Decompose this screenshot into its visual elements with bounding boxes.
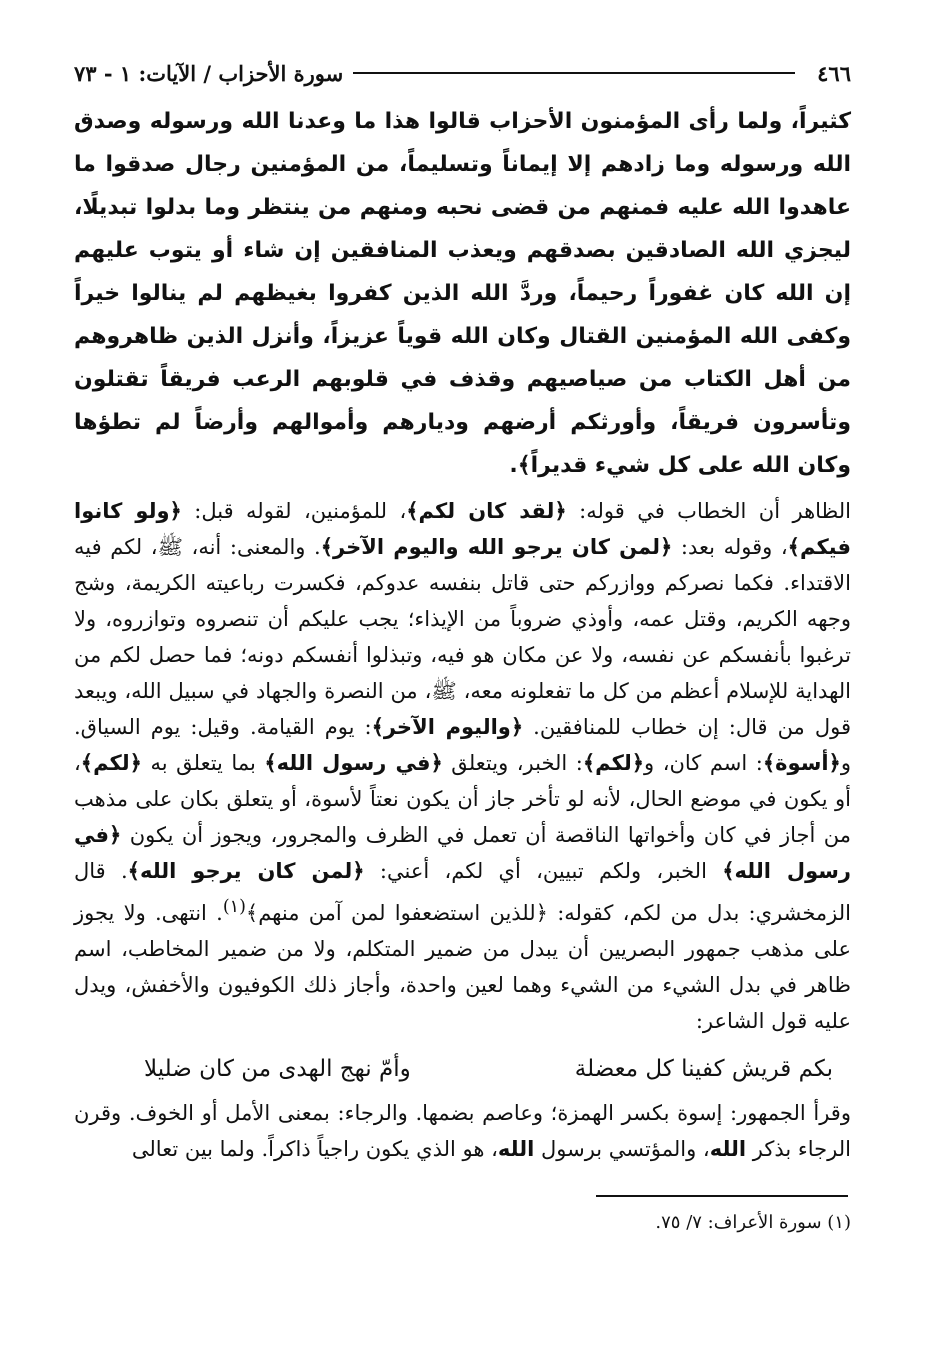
quote-uswa: ﴿أسوة﴾ bbox=[762, 751, 841, 775]
poem-second-hemistich: وأمّ نهج الهدى من كان ضليلا bbox=[144, 1056, 411, 1082]
quote-lakad-kana-lakum: ﴿لقد كان لكم﴾ bbox=[406, 499, 567, 523]
poetry-verse bbox=[144, 1047, 833, 1091]
quote-lakum: ﴿لكم﴾ bbox=[582, 751, 645, 775]
quote-fi-rasul-allah: ﴿في رسول الله﴾ bbox=[264, 751, 443, 775]
text-run: ، والمؤتسي برسول bbox=[534, 1137, 710, 1161]
text-run: ، وقوله بعد: bbox=[672, 535, 788, 559]
quote-wal-yawm-al-akhir: ﴿واليوم الآخر﴾ bbox=[371, 715, 524, 739]
footnote: (١) سورة الأعراف: ٧/ ٧٥. bbox=[655, 1212, 851, 1233]
text-run: . انتهى. ولا يجوز على مذهب جمهور البصريين أن يبدل من ضمير المتكلم، ولا من ضمير المخاطب، اسم ظاهر في بدل الشيء من الشيء وهما لعين واحدة، وأجاز ذلك الكوفيون والأخفش، ويدل عليه قول الشاعر: bbox=[74, 901, 851, 1033]
text-run: . والمعنى: أنه، ﷺ، لكم فيه الاقتداء. فكما نصركم ووازركم حتى قاتل بنفسه عدوكم، فكسرت رباعيته الكريمة، وشج وجهه الكريم، وقتل عمه، وأوذي ضروباً من الإيذاء؛ يجب عليكم أن تنصروه وتوازروه، ولا ترغبوا بأنفسكم عن نفسه، ولا عن مكان هو فيه، وتبذلوا أنفسكم دونه؛ فما حصل لكم من الهداية للإسلام أعظم من كل ما تفعلونه معه، ﷺ، من النصرة والجهاد في سبيل الله، ويبعد قول من قال: إن خطاب للمنافقين. bbox=[74, 535, 851, 739]
quote-lakum-2: ﴿لكم﴾ bbox=[80, 751, 142, 775]
quran-verse-block: كثيراً، ولما رأى المؤمنون الأحزاب قالوا هذا ما وعدنا الله ورسوله وصدق الله ورسوله وما زادهم إلا إيماناً وتسليماً، من المؤمنين رجال صدقوا ما عاهدوا الله عليه فمنهم من قضى نحبه ومنهم من ينتظر وما بدلوا تبديلًا، ليجزي الله الصادقين بصدقهم ويعذب المنافقين إن شاء أو يتوب عليهم إن الله كان غفوراً رحيماً، وردَّ الله الذين كفروا بغيظهم لم ينالوا خيراً وكفى الله المؤمنين القتال وكان الله قوياً عزيزاً، وأنزل الذين ظاهروهم من أهل الكتاب من صياصيهم وقذف في قلوبهم الرعب فريقاً تقتلون وتأسرون فريقاً، وأورثكم أرضهم وديارهم وأموالهم وأرضاً لم تطؤها وكان الله على كل شيء قديراً﴾. bbox=[74, 109, 851, 478]
quote-fi-rasul-allah-2: ﴿في رسول الله﴾ bbox=[74, 823, 851, 883]
text-run: ، هو الذي يكون راجياً ذاكراً. ولما بين تعالى bbox=[131, 1137, 498, 1161]
footnote-reference: (١) bbox=[222, 897, 246, 917]
text-run: : الخبر، ويتعلق bbox=[442, 751, 583, 775]
running-header bbox=[74, 56, 851, 90]
text-run: الخبر، ولكم تبيين، أي لكم، أعني: bbox=[364, 859, 723, 883]
footnote-separator bbox=[596, 1195, 848, 1197]
bold-allah-2: الله bbox=[497, 1137, 535, 1161]
commentary-paragraph-1 bbox=[74, 493, 851, 1039]
page-number: ٤٦٦ bbox=[817, 60, 851, 86]
text-run: ، أو يكون في موضع الحال، لأنه لو تأخر جاز أن يكون نعتاً لأسوة، أو يتعلق بكان على مذهب من أجاز في كان وأخواتها الناقصة أن تعمل في الظرف والمجرور، ويجوز أن يكون bbox=[74, 751, 852, 847]
quote-lilladhina-istudifu: ﴿للذين استضعفوا لمن آمن منهم﴾ bbox=[245, 901, 548, 925]
quote-liman-kana-yarju-allah: ﴿لمن كان يرجو الله﴾ bbox=[127, 859, 365, 883]
header-title: سورة الأحزاب / الآيات: ١ - ٧٣ bbox=[74, 60, 344, 86]
text-run: ، للمؤمنين، لقوله قبل: bbox=[181, 499, 407, 523]
text-run: الظاهر أن الخطاب في قوله: bbox=[566, 499, 851, 523]
poem-first-hemistich: بكم قريش كفينا كل معضلة bbox=[574, 1056, 833, 1082]
quote-liman-kana-yarju: ﴿لمن كان يرجو الله واليوم الآخر﴾ bbox=[320, 535, 673, 559]
text-run: : اسم كان، و bbox=[644, 751, 763, 775]
quote-wa-law-kanu-fikum: ﴿ولو كانوا فيكم﴾ bbox=[74, 499, 851, 559]
text-run: : يوم القيامة. وقيل: يوم السياق. و bbox=[74, 715, 852, 775]
commentary-paragraph-2 bbox=[74, 1095, 851, 1167]
bold-allah: الله bbox=[709, 1137, 747, 1161]
text-run: . قال الزمخشري: بدل من لكم، كقوله: bbox=[74, 859, 851, 925]
text-run: بما يتعلق به bbox=[141, 751, 265, 775]
text-run: وقرأ الجمهور: إسوة بكسر الهمزة؛ وعاصم بضمها. والرجاء: بمعنى الأمل أو الخوف. وقرن الرجاء بذكر bbox=[74, 1101, 851, 1161]
header-rule bbox=[353, 72, 795, 74]
body-text bbox=[74, 100, 851, 1167]
